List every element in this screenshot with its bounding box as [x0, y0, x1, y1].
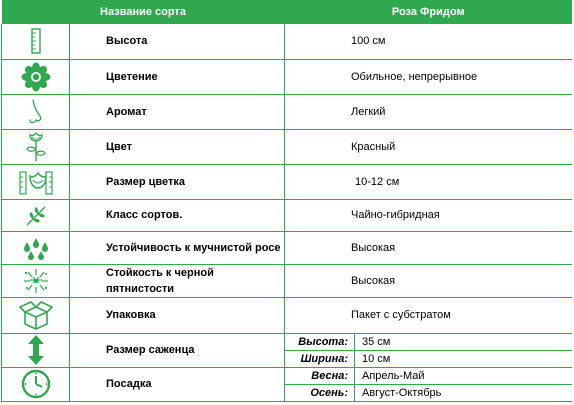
row-label: Размер цветка: [70, 164, 285, 199]
ruler-icon: [2, 24, 70, 59]
sub-label: Осень:: [285, 384, 355, 401]
row-value: Высокая: [285, 231, 573, 264]
sub-value: Август-Октябрь: [355, 384, 573, 401]
row-label: Класс сортов.: [70, 199, 285, 231]
nose-icon: [2, 94, 70, 129]
table-row: [2, 199, 573, 231]
sub-label: Высота:: [285, 333, 355, 350]
sub-label: Весна:: [285, 367, 355, 384]
header-name: Название сорта: [2, 0, 285, 24]
row-label: Цветение: [70, 59, 285, 94]
table-row: [2, 297, 573, 333]
table-row: [2, 59, 573, 94]
flower-icon: [2, 59, 70, 94]
row-value: 10-12 см: [285, 164, 573, 199]
table-row: [2, 367, 573, 384]
row-value: Высокая: [285, 264, 573, 297]
sub-value: 10 см: [355, 350, 573, 367]
drops-icon: [2, 231, 70, 264]
row-label: Аромат: [70, 94, 285, 129]
table-row: [2, 264, 573, 297]
row-label: Высота: [70, 24, 285, 59]
header-value: Роза Фридом: [285, 0, 573, 24]
row-label: Устойчивость к мучнистой росе: [70, 231, 285, 264]
table-row: [2, 94, 573, 129]
row-value: Легкий: [285, 94, 573, 129]
table-header: [2, 0, 573, 24]
sub-value: 35 см: [355, 333, 573, 350]
row-label: Упаковка: [70, 297, 285, 333]
table-row: [2, 164, 573, 199]
rose-size-icon: [2, 164, 70, 199]
variety-table: [1, 0, 572, 402]
table-row: [2, 231, 573, 264]
clock-icon: [2, 367, 70, 401]
row-value: Чайно-гибридная: [285, 199, 573, 231]
table-row: [2, 333, 573, 350]
row-value: Пакет с субстратом: [285, 297, 573, 333]
row-value: 100 см: [285, 24, 573, 59]
row-label: Цвет: [70, 129, 285, 164]
rose-icon: [2, 129, 70, 164]
spots-icon: [2, 264, 70, 297]
row-label: Размер саженца: [70, 333, 285, 367]
sub-label: Ширина:: [285, 350, 355, 367]
row-value: Красный: [285, 129, 573, 164]
sub-value: Апрель-Май: [355, 367, 573, 384]
table-row: [2, 24, 573, 59]
row-label: Посадка: [70, 367, 285, 401]
branch-icon: [2, 199, 70, 231]
row-value: Обильное, непрерывное: [285, 59, 573, 94]
vertical-arrows-icon: [2, 333, 70, 367]
row-label: Стойкость к черной пятнистости: [70, 264, 285, 297]
box-icon: [2, 297, 70, 333]
table-row: [2, 129, 573, 164]
